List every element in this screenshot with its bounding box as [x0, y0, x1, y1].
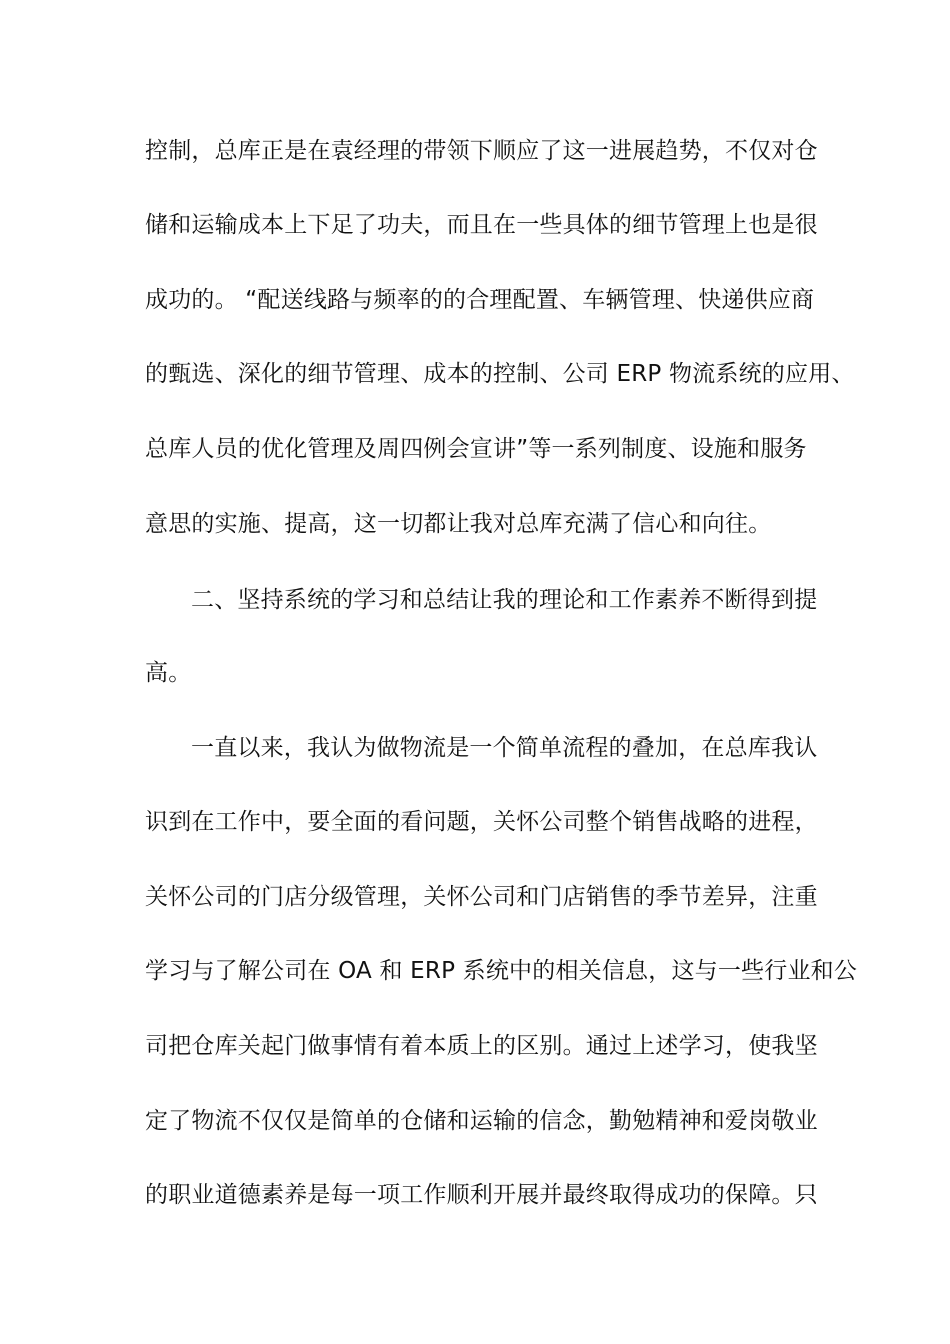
text-line: 控制，总库正是在袁经理的带领下顺应了这一进展趋势，不仅对仓 — [145, 138, 818, 164]
text-line: 学习与了解公司在 OA 和 ERP 系统中的相关信息，这与一些行业和公 — [145, 958, 858, 984]
section-heading: 二、坚持系统的学习和总结让我的理论和工作素养不断得到提 — [191, 587, 818, 613]
text-line: 储和运输成本上下足了功夫，而且在一些具体的细节管理上也是很 — [145, 212, 818, 238]
text-line: 关怀公司的门店分级管理，关怀公司和门店销售的季节差异，注重 — [145, 884, 818, 910]
text-line: 意思的实施、提高，这一切都让我对总库充满了信心和向往。 — [145, 511, 772, 537]
text-line: 高。 — [145, 660, 192, 686]
text-line: 成功的。 “配送线路与频率的的合理配置、车辆管理、快递供应商 — [145, 287, 815, 313]
text-line: 总库人员的优化管理及周四例会宣讲”等一系列制度、设施和服务 — [145, 436, 807, 462]
paragraph-first-line: 一直以来，我认为做物流是一个简单流程的叠加，在总库我认 — [191, 735, 818, 761]
text-line: 的甄选、深化的细节管理、成本的控制、公司 ERP 物流系统的应用、 — [145, 361, 855, 387]
text-line: 定了物流不仅仅是简单的仓储和运输的信念，勤勉精神和爱岗敬业 — [145, 1108, 818, 1134]
text-line: 司把仓库关起门做事情有着本质上的区别。通过上述学习，使我坚 — [145, 1033, 818, 1059]
text-line: 识到在工作中，要全面的看问题，关怀公司整个销售战略的进程， — [145, 809, 818, 835]
text-line: 的职业道德素养是每一项工作顺利开展并最终取得成功的保障。只 — [145, 1182, 818, 1208]
